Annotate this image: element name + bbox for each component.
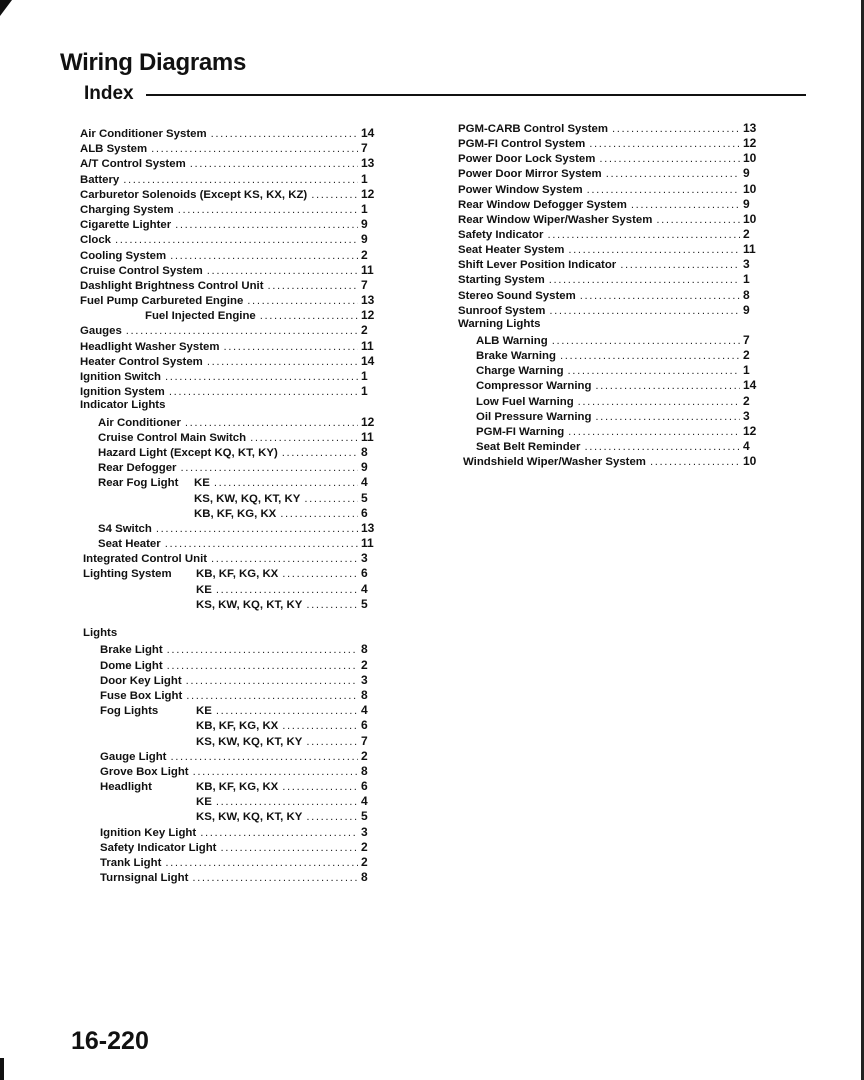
index-entry: Seat Belt Reminder ..... 4 [458, 439, 758, 454]
section-title: Index [84, 83, 134, 104]
index-entry: Shift Lever Position Indicator ..... 3 [458, 257, 758, 272]
index-entry: Starting System ..... 1 [458, 272, 758, 287]
index-entry: Safety Indicator Light ..... 2 [80, 840, 376, 855]
index-entry-variant: KE ..... 4 [80, 794, 376, 809]
index-entry: Stereo Sound System ..... 8 [458, 288, 758, 303]
index-entry: Safety Indicator ..... 2 [458, 227, 758, 242]
index-entry: ALB System ..... 7 [80, 141, 376, 156]
index-entry: Oil Pressure Warning ..... 3 [458, 409, 758, 424]
index-entry: Dome Light ..... 2 [80, 658, 376, 673]
index-entry: Dashlight Brightness Control Unit ..... 7 [80, 278, 376, 293]
index-entry: Charging System ..... 1 [80, 202, 376, 217]
index-entry: Headlight Washer System ..... 11 [80, 339, 376, 354]
index-entry: Rear Fog Light KE ..... 4 [80, 475, 376, 490]
index-entry: Rear Defogger ..... 9 [80, 460, 376, 475]
index-entry: Hazard Light (Except KQ, KT, KY) ..... 8 [80, 445, 376, 460]
index-entry: Seat Heater ..... 11 [80, 536, 376, 551]
index-entry: Integrated Control Unit ..... 3 [80, 551, 376, 566]
index-left-column [80, 126, 376, 885]
index-entry: PGM-FI Warning ..... 12 [458, 424, 758, 439]
scan-corner-mark [0, 0, 12, 16]
index-entry: Fuse Box Light ..... 8 [80, 688, 376, 703]
index-entry: ALB Warning ..... 7 [458, 333, 758, 348]
page-title: Wiring Diagrams [60, 49, 246, 76]
index-entry: Power Window System ..... 10 [458, 182, 758, 197]
index-entry: Cruise Control System ..... 11 [80, 263, 376, 278]
index-spacer [80, 612, 376, 627]
index-entry-variant: KB, KF, KG, KX ..... 6 [80, 718, 376, 733]
index-entry: Turnsignal Light ..... 8 [80, 870, 376, 885]
index-entry: S4 Switch ..... 13 [80, 521, 376, 536]
index-entry: Seat Heater System ..... 11 [458, 242, 758, 257]
index-entry: Cigarette Lighter ..... 9 [80, 217, 376, 232]
index-entry: Gauge Light ..... 2 [80, 749, 376, 764]
index-entry: Lighting System KB, KF, KG, KX ..... 6 [80, 566, 376, 581]
index-entry: Rear Window Defogger System ..... 9 [458, 197, 758, 212]
index-group-heading: Indicator Lights [80, 399, 166, 412]
index-entry: A/T Control System ..... 13 [80, 156, 376, 171]
index-entry: Power Door Lock System ..... 10 [458, 151, 758, 166]
index-group-heading: Lights [83, 627, 118, 640]
index-entry: Windshield Wiper/Washer System ..... 10 [458, 454, 758, 469]
index-entry: Rear Window Wiper/Washer System ..... 10 [458, 212, 758, 227]
header-rule [146, 94, 806, 96]
index-entry: Heater Control System ..... 14 [80, 354, 376, 369]
index-entry: Cooling System ..... 2 [80, 248, 376, 263]
index-entry: Air Conditioner ..... 12 [80, 415, 376, 430]
index-entry: Fuel Pump Carbureted Engine ..... 13 [80, 293, 376, 308]
index-entry: Ignition System ..... 1 [80, 384, 376, 399]
index-entry: PGM-FI Control System ..... 12 [458, 136, 758, 151]
index-entry-variant: KS, KW, KQ, KT, KY ..... 5 [80, 809, 376, 824]
index-entry: Gauges ..... 2 [80, 323, 376, 338]
index-entry: Trank Light ..... 2 [80, 855, 376, 870]
index-entry: Carburetor Solenoids (Except KS, KX, KZ) ..... 12 [80, 187, 376, 202]
index-entry: Brake Warning ..... 2 [458, 348, 758, 363]
index-entry-variant: KE ..... 4 [80, 582, 376, 597]
index-entry: Brake Light ..... 8 [80, 642, 376, 657]
index-entry: Ignition Switch ..... 1 [80, 369, 376, 384]
index-entry: Charge Warning ..... 1 [458, 363, 758, 378]
index-entry: Grove Box Light ..... 8 [80, 764, 376, 779]
index-entry: Compressor Warning ..... 14 [458, 378, 758, 393]
index-entry: Power Door Mirror System ..... 9 [458, 166, 758, 181]
index-entry-variant: KS, KW, KQ, KT, KY ..... 5 [80, 491, 376, 506]
index-entry: Battery ..... 1 [80, 172, 376, 187]
index-entry-variant: KS, KW, KQ, KT, KY ..... 5 [80, 597, 376, 612]
index-entry: Fog Lights KE ..... 4 [80, 703, 376, 718]
index-entry: PGM-CARB Control System ..... 13 [458, 121, 758, 136]
index-group-heading: Warning Lights [458, 317, 541, 330]
index-right-column [458, 121, 758, 469]
index-entry: Ignition Key Light ..... 3 [80, 825, 376, 840]
scan-bottom-mark [0, 1058, 4, 1080]
index-entry: Fuel Injected Engine ..... 12 [80, 308, 376, 323]
page-number: 16-220 [71, 1027, 149, 1055]
index-entry: Door Key Light ..... 3 [80, 673, 376, 688]
index-entry: Clock ..... 9 [80, 232, 376, 247]
index-entry: Headlight KB, KF, KG, KX ..... 6 [80, 779, 376, 794]
index-entry: Sunroof System ..... 9 [458, 303, 758, 318]
index-entry-variant: KS, KW, KQ, KT, KY ..... 7 [80, 734, 376, 749]
index-entry-variant: KB, KF, KG, KX ..... 6 [80, 506, 376, 521]
index-entry: Low Fuel Warning ..... 2 [458, 394, 758, 409]
index-entry: Cruise Control Main Switch ..... 11 [80, 430, 376, 445]
index-entry: Air Conditioner System ..... 14 [80, 126, 376, 141]
